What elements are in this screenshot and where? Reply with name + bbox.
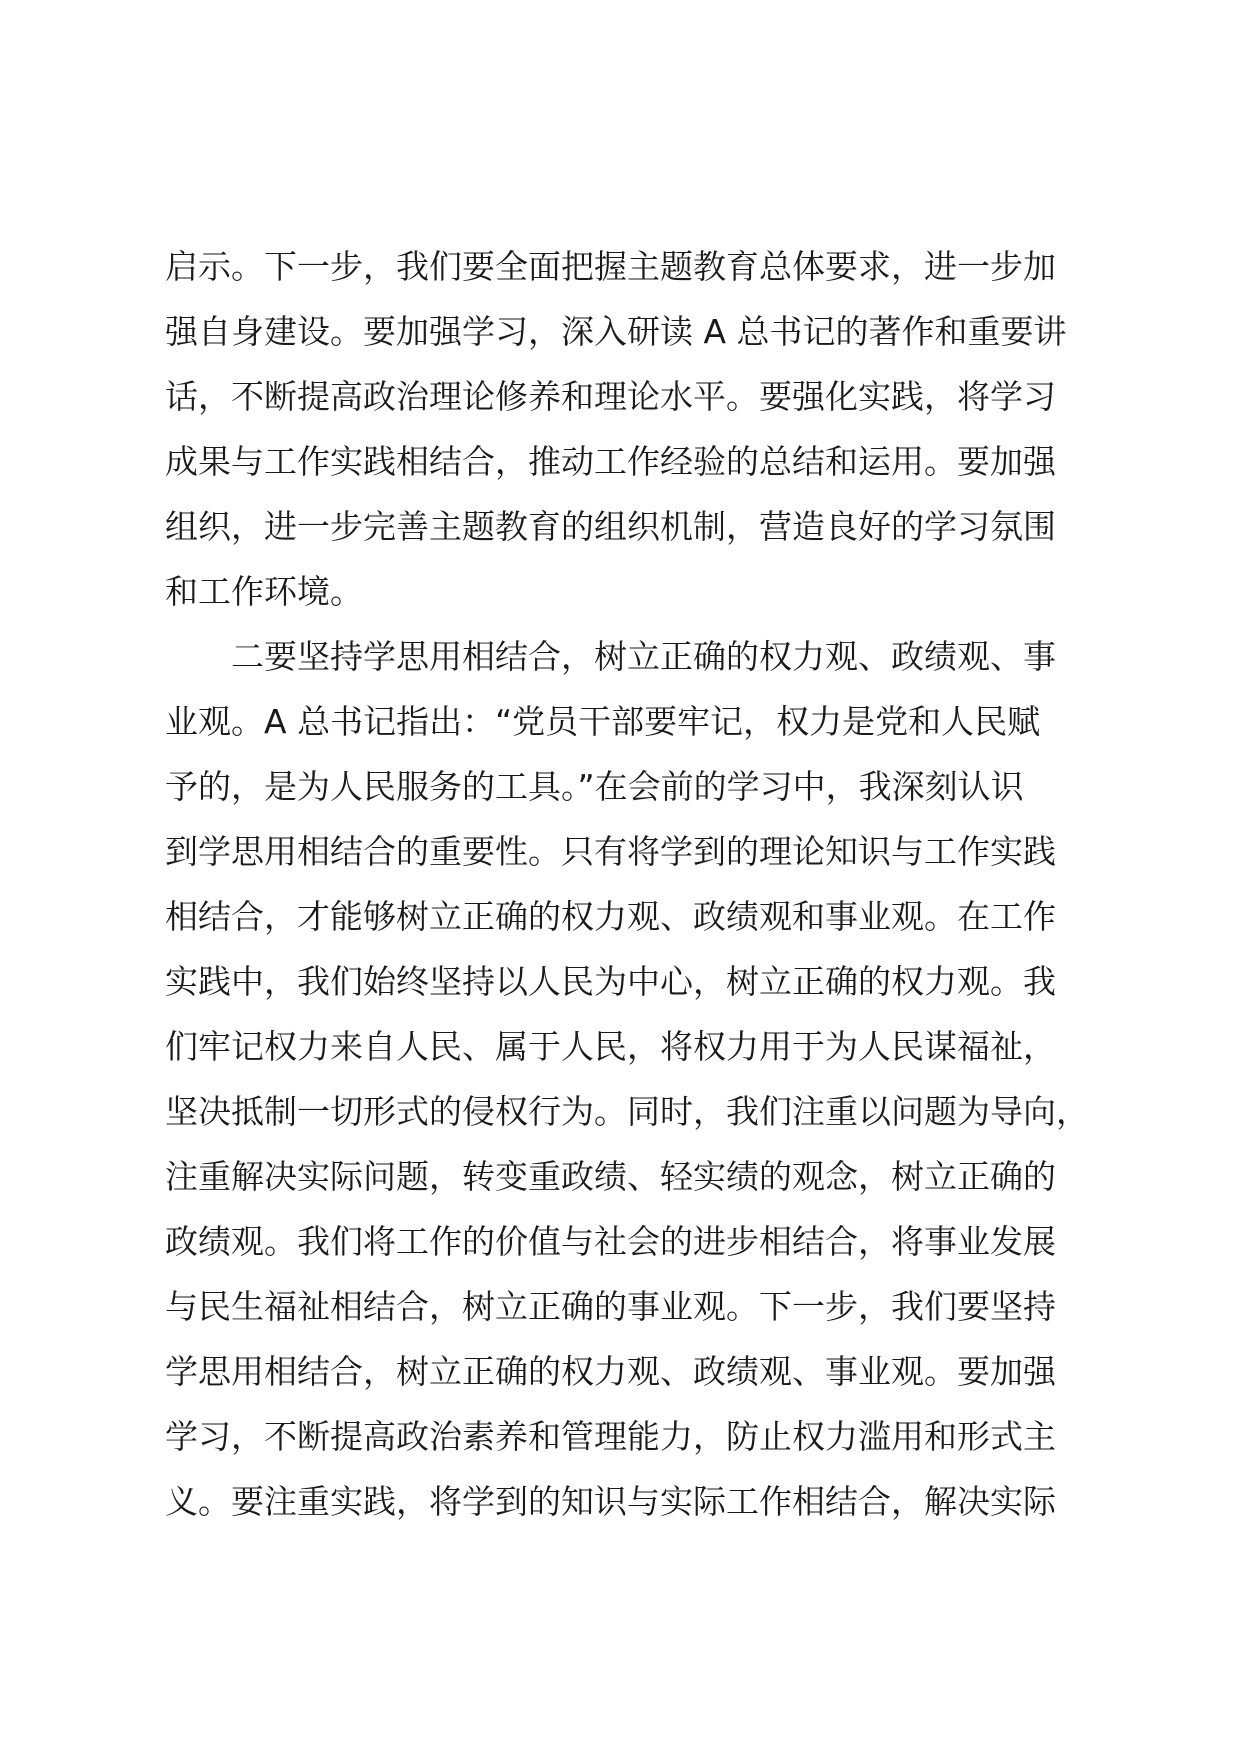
document-body (165, 234, 1089, 1534)
text-line: 业观。A 总书记指出：“党员干部要牢记，权力是党和人民赋 (165, 702, 1041, 741)
text-line: 实践中，我们始终坚持以人民为中心，树立正确的权力观。我 (165, 962, 1056, 1001)
paragraph-first-line: 二要坚持学思用相结合，树立正确的权力观、政绩观、事 (231, 637, 1056, 676)
text-line: 到学思用相结合的重要性。只有将学到的理论知识与工作实践 (165, 832, 1056, 871)
text-line: 话，不断提高政治理论修养和理论水平。要强化实践，将学习 (165, 377, 1056, 416)
text-line: 与民生福祉相结合，树立正确的事业观。下一步，我们要坚持 (165, 1287, 1056, 1326)
text-line: 学习，不断提高政治素养和管理能力，防止权力滥用和形式主 (165, 1417, 1056, 1456)
text-line: 坚决抵制一切形式的侵权行为。同时，我们注重以问题为导向， (165, 1092, 1089, 1131)
text-line: 成果与工作实践相结合，推动工作经验的总结和运用。要加强 (165, 442, 1056, 481)
text-line: 予的，是为人民服务的工具。”在会前的学习中，我深刻认识 (165, 767, 1024, 806)
text-line: 政绩观。我们将工作的价值与社会的进步相结合，将事业发展 (165, 1222, 1056, 1261)
text-line: 注重解决实际问题，转变重政绩、轻实绩的观念，树立正确的 (165, 1157, 1056, 1196)
text-line: 组织，进一步完善主题教育的组织机制，营造良好的学习氛围 (165, 507, 1056, 546)
text-line: 强自身建设。要加强学习，深入研读 A 总书记的著作和重要讲 (165, 312, 1067, 351)
text-line: 义。要注重实践，将学到的知识与实际工作相结合，解决实际 (165, 1482, 1056, 1521)
text-line: 启示。下一步，我们要全面把握主题教育总体要求，进一步加 (165, 247, 1056, 286)
text-line: 学思用相结合，树立正确的权力观、政绩观、事业观。要加强 (165, 1352, 1056, 1391)
text-line: 们牢记权力来自人民、属于人民，将权力用于为人民谋福祉， (165, 1027, 1056, 1066)
text-line: 相结合，才能够树立正确的权力观、政绩观和事业观。在工作 (165, 897, 1056, 936)
text-line: 和工作环境。 (165, 572, 363, 611)
